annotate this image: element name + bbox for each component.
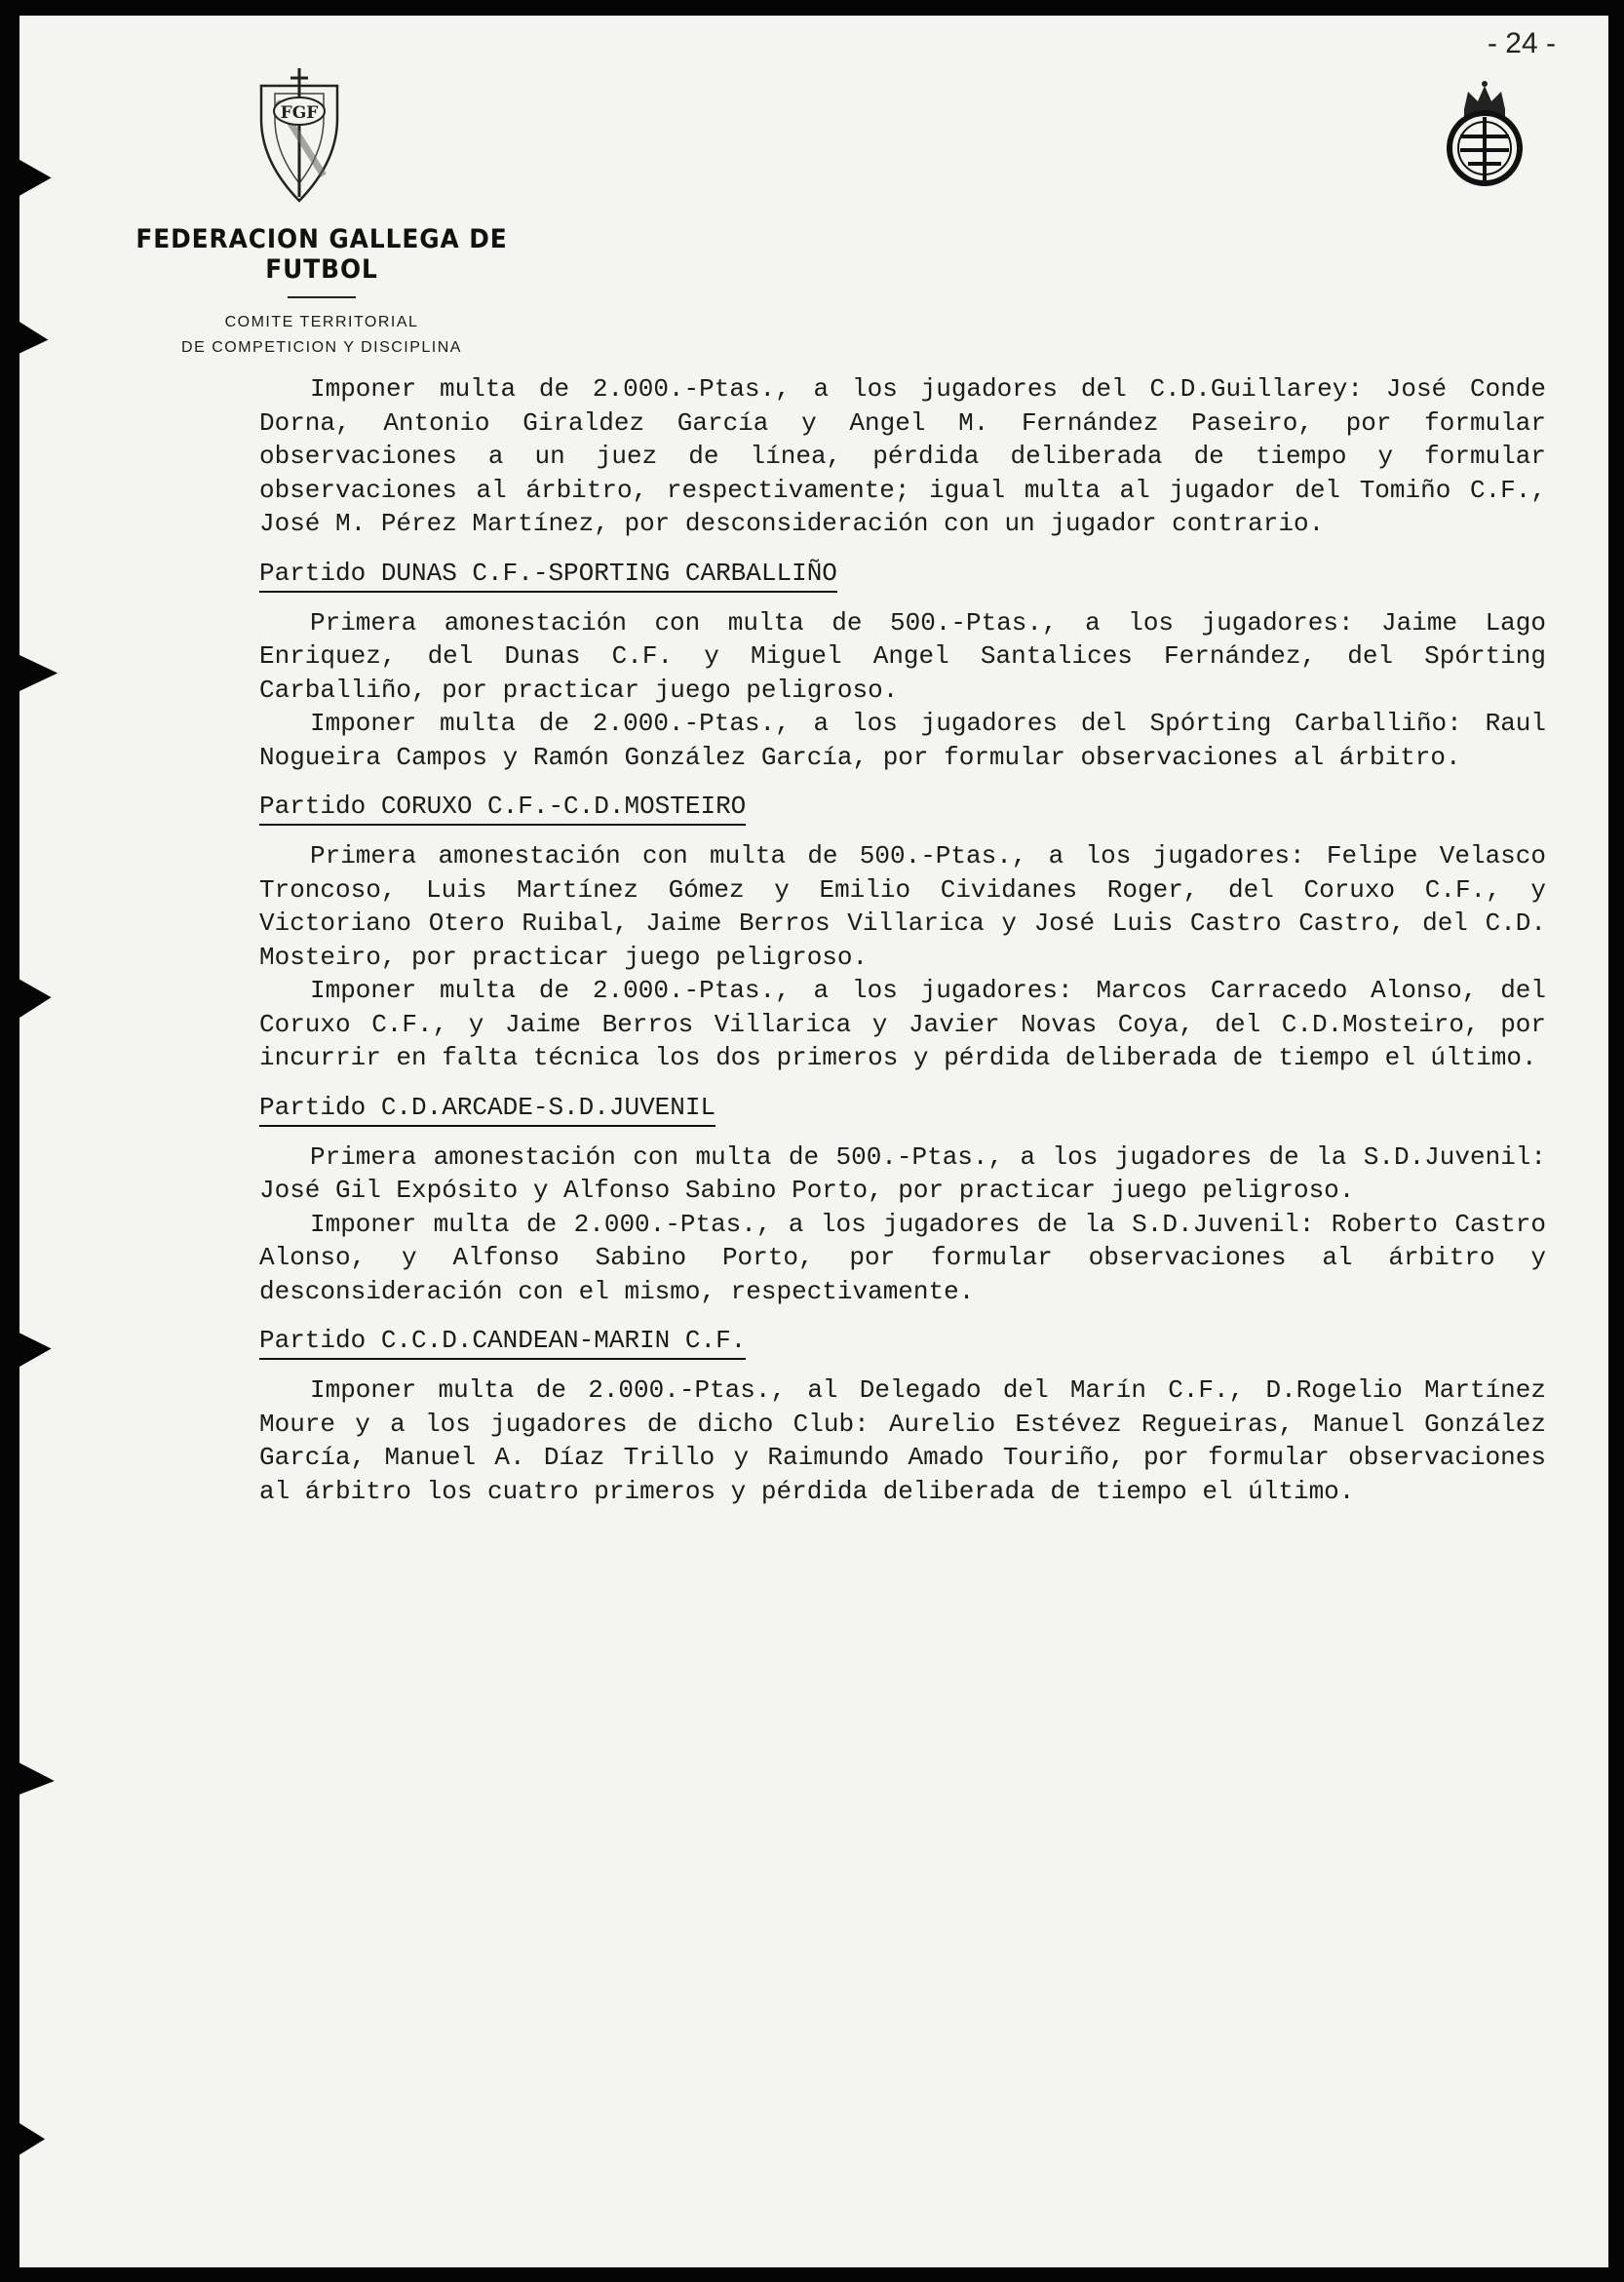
paragraph: Imponer multa de 2.000.-Ptas., a los jugadores del C.D.Guillarey: José Conde Dorna, Antonio Giraldez García y Angel M. Fernández Paseiro, por formular observaciones a un juez de línea, pérdida deliberada de tiempo y formular observaciones al árbitro, respectivamente; igual multa al jugador del Tomiño C.F., José M. Pérez Martínez, por desconsideración con un jugador contrario. [259, 374, 1546, 538]
paragraph: Imponer multa de 2.000.-Ptas., a los jugadores del Spórting Carballiño: Raul Nogueira Campos y Ramón González García, por formular observaciones al árbitro. [259, 709, 1546, 772]
letterhead [97, 224, 546, 361]
match-heading: Partido C.D.ARCADE-S.D.JUVENIL [259, 1091, 715, 1127]
letterhead-divider [288, 296, 356, 298]
paragraph: Primera amonestación con multa de 500.-Ptas., a los jugadores: Felipe Velasco Troncoso, Luis Martínez Gómez y Emilio Cividanes Roger, del Coruxo C.F., y Victoriano Otero Ruibal, Jaime Berros Villarica y José Luis Castro Castro, del C.D. Mosteiro, por practicar juego peligroso. [259, 841, 1546, 972]
paragraph: Primera amonestación con multa de 500.-Ptas., a los jugadores: Jaime Lago Enriquez, del Dunas C.F. y Miguel Angel Santalices Fernández, del Spórting Carballiño, por practicar juego peligroso. [259, 607, 1546, 705]
page-number: - 24 - [1487, 27, 1556, 59]
match-heading: Partido CORUXO C.F.-C.D.MOSTEIRO [259, 790, 746, 826]
federation-crest-icon [255, 68, 343, 205]
match-heading: Partido C.C.D.CANDEAN-MARIN C.F. [259, 1324, 746, 1360]
svg-text:FGF: FGF [280, 103, 319, 123]
royal-crown-crest-icon [1443, 80, 1527, 189]
section-opening [259, 372, 1546, 541]
organization-name: FEDERACION GALLEGA DE FUTBOL [135, 224, 508, 285]
paragraph: Imponer multa de 2.000.-Ptas., a los jugadores: Marcos Carracedo Alonso, del Coruxo C.F., y Jaime Berros Villarica y Javier Novas Coya, del C.D.Mosteiro, por incurrir en falta técnica los dos primeros y pérdida deliberada de tiempo el último. [259, 976, 1546, 1072]
section-arcade-juvenil [259, 1075, 1546, 1309]
paragraph: Primera amonestación con multa de 500.-Ptas., a los jugadores de la S.D.Juvenil: José Gil Expósito y Alfonso Sabino Porto, por practicar juego peligroso. [259, 1141, 1546, 1205]
section-coruxo-mosteiro [259, 774, 1546, 1075]
section-candean-marin [259, 1308, 1546, 1508]
resolutions-body [259, 372, 1546, 1508]
paragraph: Imponer multa de 2.000.-Ptas., al Delegado del Marín C.F., D.Rogelio Martínez Moure y a los jugadores de dicho Club: Aurelio Estévez Regueiras, Manuel González García, Manuel A. Díaz Trillo y Raimundo Amado Touriño, por formular observaciones al árbitro los cuatro primeros y pérdida deliberada de tiempo el último. [259, 1375, 1546, 1506]
match-heading: Partido DUNAS C.F.-SPORTING CARBALLIÑO [259, 557, 837, 593]
committee-line-2: DE COMPETICION Y DISCIPLINA [181, 339, 462, 356]
committee-line-1: COMITE TERRITORIAL [224, 314, 419, 330]
paragraph: Imponer multa de 2.000.-Ptas., a los jugadores de la S.D.Juvenil: Roberto Castro Alonso, y Alfonso Sabino Porto, por formular observaciones al árbitro y desconsideración con el mismo, respectivamente. [259, 1209, 1546, 1306]
section-dunas-sporting [259, 541, 1546, 775]
